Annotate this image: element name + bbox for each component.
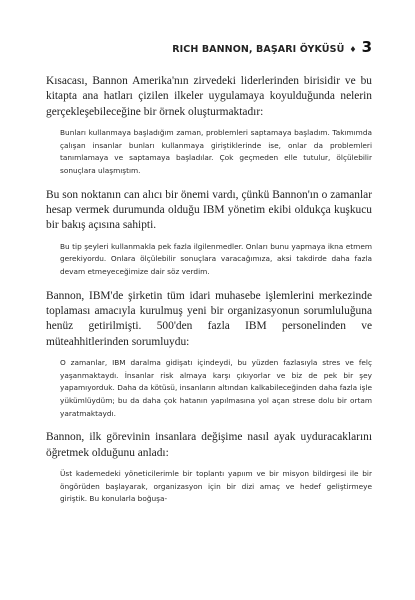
block-quote: O zamanlar, IBM daralma gidişatı içindeydi, bu yüzden fazlasıyla stres ve felç yaşanmaktaydı. İnsanlar risk almaya karşı çıkıyorlar ve biz de pek bir şey yapamıyorduk. Daha da kötüsü, insanların altından kalkabileceğinden daha fazla işle yükümlüydüm; bu da daha çok hatanın yapılmasına yol açan strese dolu bir ortam yaratmaktaydı. xyxy=(60,358,372,418)
block-quote: Üst kademedeki yöneticilerimle bir toplantı yapıım ve bir misyon bildirgesi ile bir öngörüden başlayarak, organizasyon için bir dizi amaç ve hedef geliştirmeye giriştik. Bu konularla boğuşa- xyxy=(60,469,372,504)
block-quote: Bu tip şeyleri kullanmakla pek fazla ilgilenmedler. Onları bunu yapmaya ikna etmem gerekiyordu. Onlara ölçülebilir sonuçlara varacağımıza, aksi takdirde daha fazla devam etmeyeceğimize dair söz verdim. xyxy=(60,241,372,276)
block-quote: Bunları kullanmaya başladığım zaman, problemleri saptamaya başladım. Takımımda çalışan insanlar bunları kullanmaya giriştiklerinde ise, onlar da problemleri tanımlamaya ve saptamaya başladılar. Çok geçmeden elle tutulur, ölçülebilir sonuçlara ulaşmıştım. xyxy=(60,128,372,175)
body-paragraph: Bu son noktanın can alıcı bir önemi vardı, çünkü Bannon'ın o zamanlar hesap vermek durumunda olduğu IBM yönetim ekibi oldukça kuşkucu bir bakış açısına sahipti. xyxy=(46,188,372,232)
body-paragraph: Bannon, IBM'de şirketin tüm idari muhasebe işlemlerini merkezinde toplaması amacıyla kurulmuş yeni bir organizasyonun sorumluluğuna henüz getirilmişti. 500'den fazla IBM personelinden ve müteahhitlerinden sorumluydu: xyxy=(46,289,372,348)
page-number: 3 xyxy=(361,38,372,56)
body-paragraph: Bannon, ilk görevinin insanlara değişime nasıl ayak uyduracaklarını öğretmek olduğunu anladı: xyxy=(46,431,372,459)
body-paragraph: Kısacası, Bannon Amerika'nın zirvedeki liderlerinden birisidir ve bu kitapta ana hatları çizilen ilkeler uygulamaya koyulduğunda nelerin gerçekleşebileceğine bir örnek oluşturmaktadır: xyxy=(46,75,372,118)
diamond-bullet-icon: ♦ xyxy=(349,45,357,54)
running-head: RICH BANNON, BAŞARI ÖYKÜSÜ xyxy=(172,44,345,55)
page-body xyxy=(46,74,372,516)
page-header xyxy=(172,38,372,56)
